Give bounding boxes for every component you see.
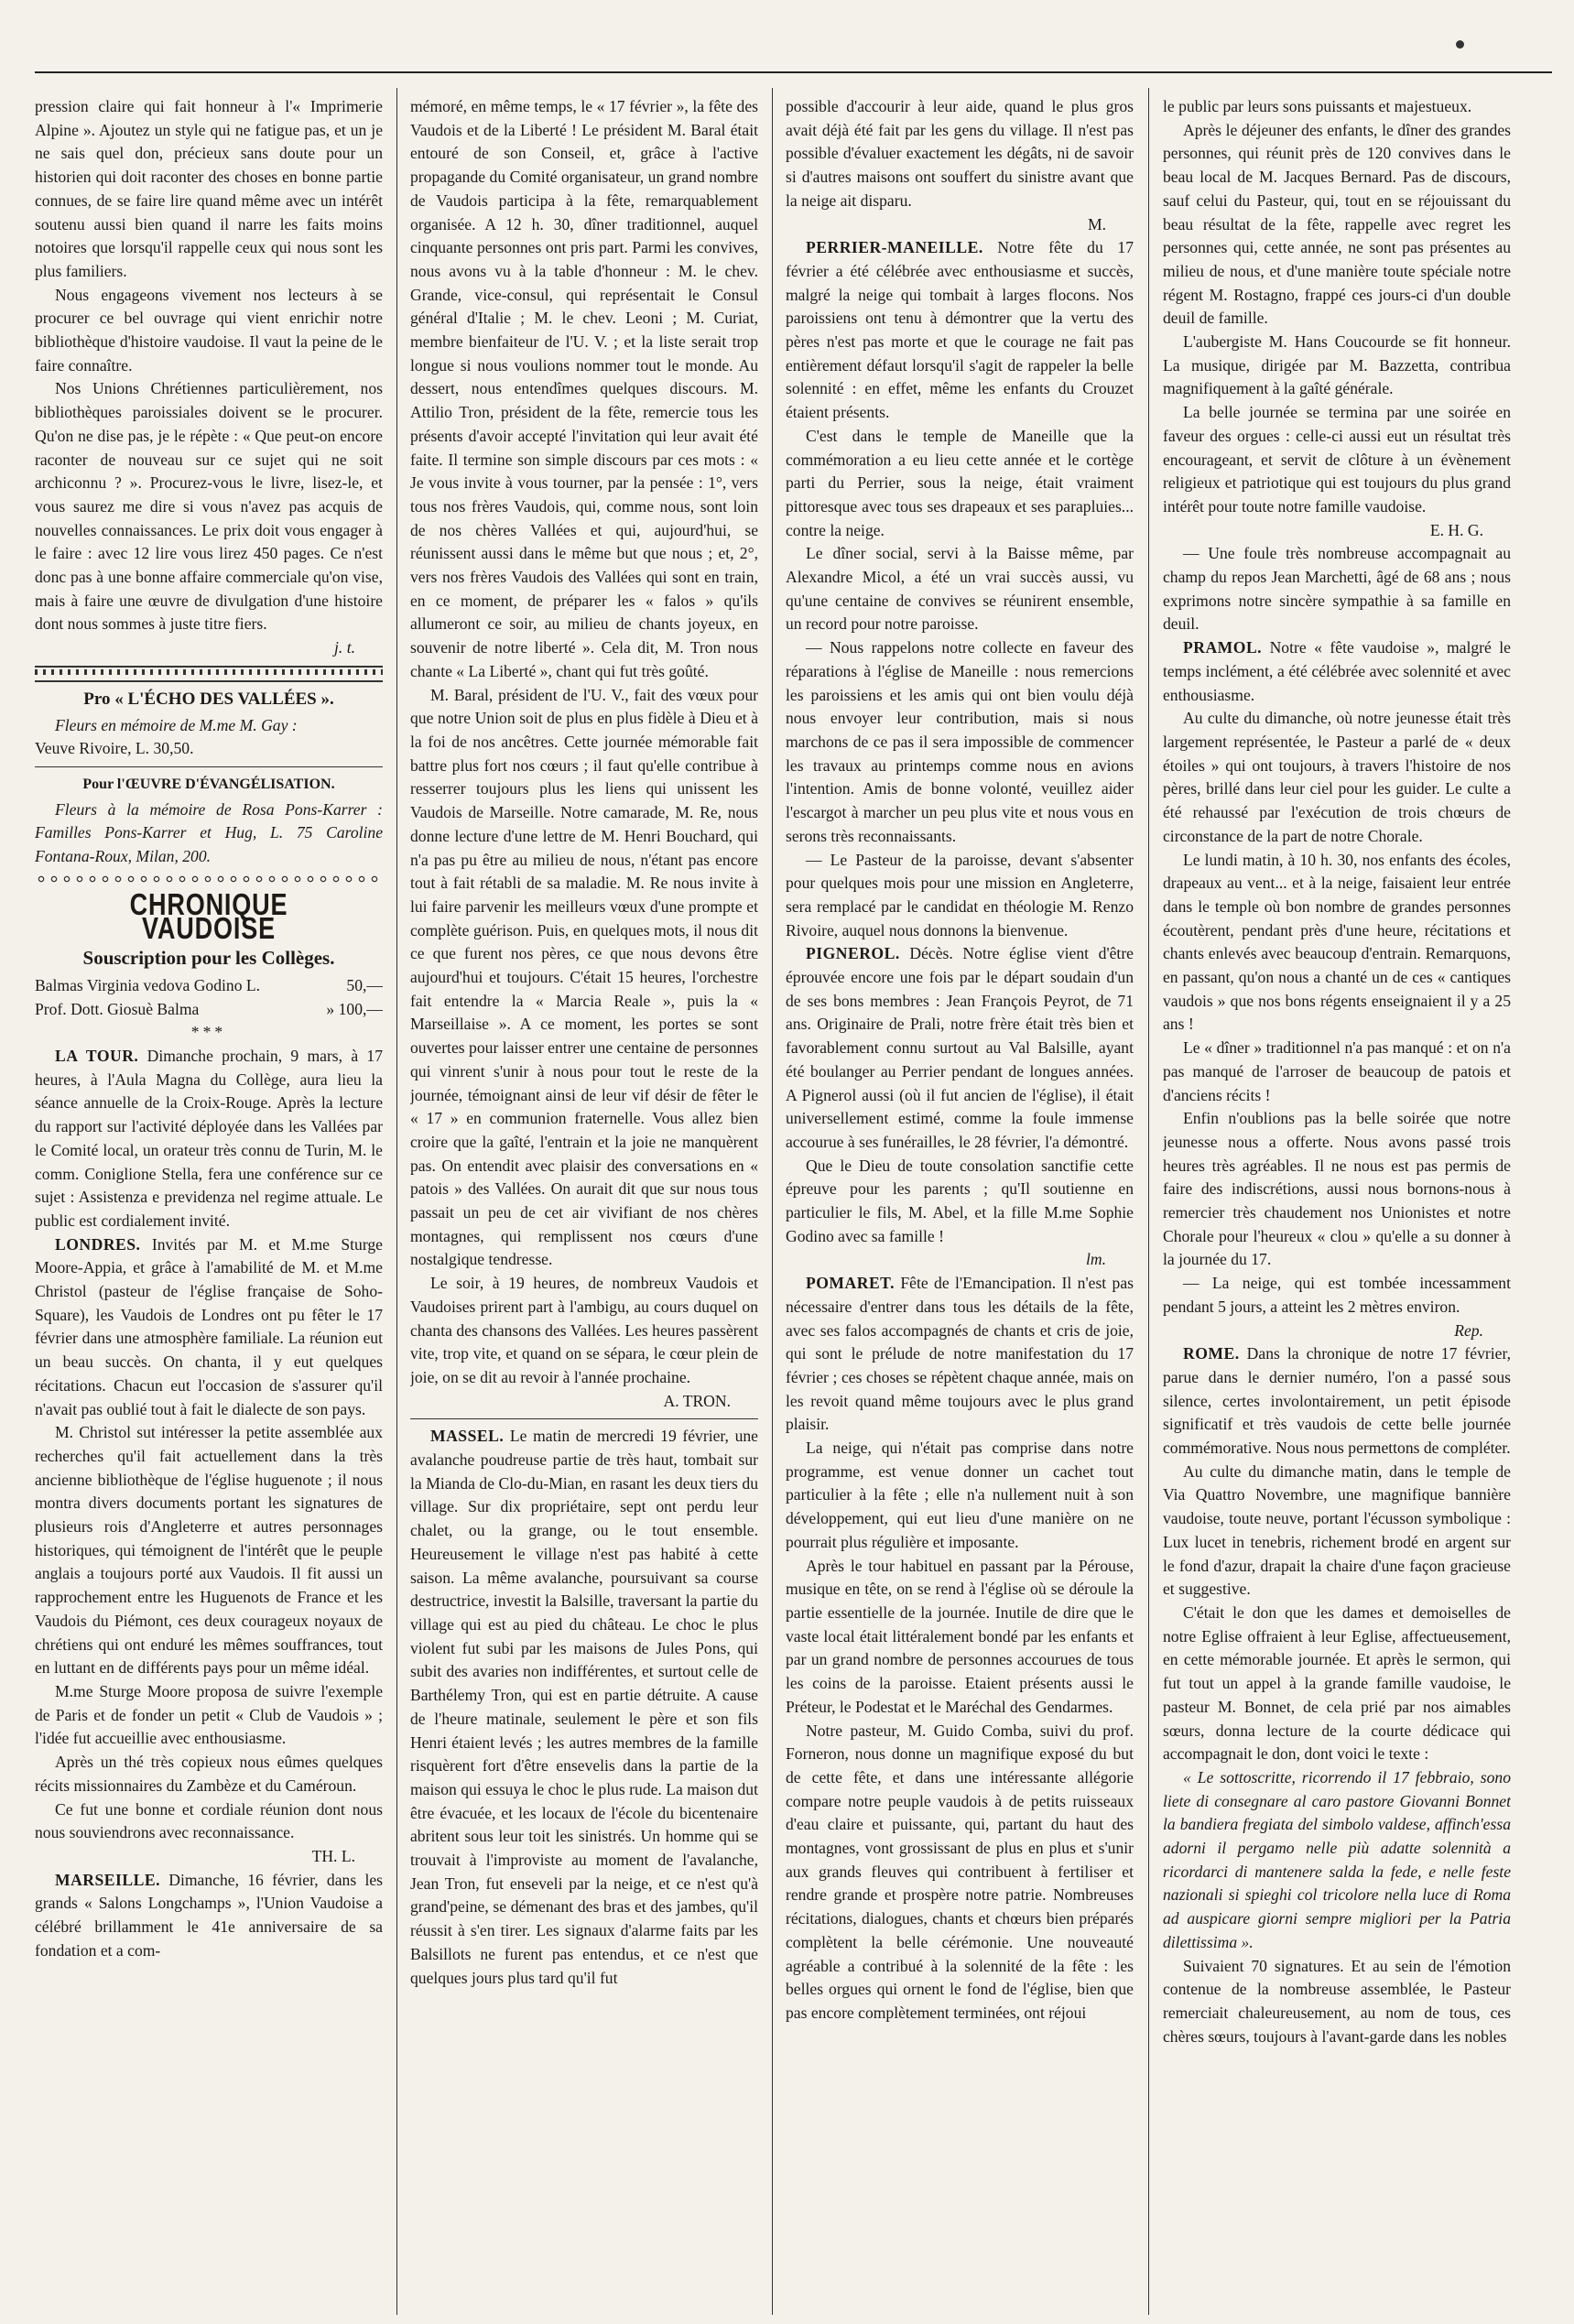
- signature: E. H. G.: [1429, 520, 1483, 539]
- souscription-heading: Souscription pour les Collèges.: [82, 947, 335, 970]
- column-2: [410, 95, 758, 2311]
- divider: [410, 1418, 758, 1419]
- paragraph: Après le déjeuner des enfants, le dîner des grandes personnes, qui réunit près de 120 convives dans le beau local de M. Jacques Bernard. Pas de discours, sauf celui du Pasteur, qui, tout en se réjouissant du beau résultat de la fête, rappelle avec regret les personnes qui, cette année, ne sont pas présentes au milieu de nous, et d'une manière toute spéciale notre régent M. Rostagno, frappé ces jours-ci d'un double deuil de famille.: [1163, 120, 1511, 328]
- signature: Rep.: [1454, 1320, 1483, 1340]
- paragraph: Notre pasteur, M. Guido Comba, suivi du prof. Forneron, nous donne un magnifique exposé du but de cette fête, et dans une intéressante allégorie compare notre peuple vaudois à de petits ruisseaux d'eau claire et puissante, qui, partant du haut des montagnes, vont grossissant de plus en plus et s'unir aux grands fleuves qui contribuent à fertiliser et rendre grande et prospère notre patrie. Nombreuses récitations, dialogues, chants et chœurs bien préparés complètent la belle cérémonie. Une nouveauté agréable a contribué à la solennité de la fête : les belles orgues qui ornent le fond de l'église, bien que pas encore complètement terminées, ont réjoui: [786, 1721, 1134, 2022]
- place-heading: PERRIER-MANEILLE.: [806, 238, 983, 257]
- paragraph: Nos Unions Chrétiennes particulièrement, nos bibliothèques paroissiales doivent se le procurer. Qu'on ne dise pas, je le répète : « Que peut-on encore raconter de nouveau sur ce sujet qui ne soit archiconnu ? ». Procurez-vous le livre, lisez-le, et vous saurez me dire si vous n'avez pas acquis de nouvelles connaissances. Le prix doit vous engager à le faire : avec 12 lire vous lirez 450 pages. Ce n'est donc pas à une bonne affaire commerciale qu'on vise, mais à faire une œuvre de divulgation d'une histoire dont nous sommes à juste titre fiers.: [35, 379, 383, 634]
- paragraph: Nous engageons vivement nos lecteurs à se procurer ce bel ouvrage qui vient enrichir notre bibliothèque d'histoire vaudoise. Il vaut la peine de le faire connaître.: [35, 285, 383, 375]
- subscription-row: [35, 974, 383, 998]
- column-1: [35, 95, 383, 2311]
- paragraph: mémoré, en même temps, le « 17 février », la fête des Vaudois et de la Liberté ! Le président M. Baral était entouré de son Conseil, et, grâce à l'active propagande du Comité organisateur, un grand nombre de Vaudois participa à la fête, remarquablement organisée. A 12 h. 30, dîner traditionnel, auquel cinquante personnes ont pris part. Parmi les convives, nous avons vu à la table d'honneur : M. le chev. Grande, vice-consul, qui représentait le Consul général d'Italie ; M. le chev. Leoni ; M. Curiat, membre bienfaiteur de l'U. V. ; et la liste serait trop longue si nous voulions nommer tout le monde. Au dessert, nous entendîmes quelques discours. M. Attilio Tron, président de la fête, remercie tous les présents d'avoir accepté l'invitation qui leur avait été faite. Il termine son simple discours par ces mots : « Je vous invite à vous tourner, par la pensée : 1°, vers tous nos frères Vaudois, qui, comme nous, sont loin de nos chères Vallées et qui, aujourd'hui, se réunissent aussi dans le même but que nous ; et, 2°, vers nos frères Vaudois des Vallées qui sont en train, en ce moment, de préparer les « falos » qu'ils allumeront ce soir, au milieu de chants joyeux, en souvenir de notre liberté ». Cela dit, M. Tron nous chante « La Liberté », chant qui fut très goûté.: [410, 97, 758, 680]
- signature: j. t.: [334, 638, 355, 657]
- paragraph: Invités par M. et M.me Sturge Moore-Appia, et grâce à l'amabilité de M. et M.me Christol (pasteur de l'église française de Soho-Square), les Vaudois de Londres ont pu fêter le 17 février dans une atmosphère familiale. La réunion eut un beau succès. On chanta, il y eut quelques récitations. Chacun eut l'occasion de s'assurer qu'il n'avait pas oublié tout à fait le dialecte de son pays.: [35, 1234, 383, 1418]
- paragraph: La neige, qui n'était pas comprise dans notre programme, est venue donner un cachet tout particulier à la fête ; elle n'a nullement nuit à son développement, qui eut lieu d'une manière on ne pourrait plus régulière et imposante.: [786, 1439, 1134, 1551]
- paragraph: Fleurs en mémoire de M.me M. Gay :: [55, 715, 298, 734]
- paragraph: M.me Sturge Moore proposa de suivre l'exemple de Paris et de fonder un petit « Club de Vaudois » ; l'idée fut accueillie avec enthousiasme.: [35, 1682, 383, 1748]
- subscription-amount: 50,—: [346, 975, 383, 994]
- paragraph: La belle journée se termina par une soirée en faveur des orgues : celle-ci aussi eut un résultat très encourageant, et servit de clôture à un évènement religieux et patriotique qui est toujours du plus grand intérêt pour toute notre famille vaudoise.: [1163, 403, 1511, 516]
- dotted-divider: [35, 874, 383, 884]
- place-heading: ROME.: [1183, 1344, 1240, 1363]
- divider: [35, 766, 383, 767]
- place-heading: MASSEL.: [430, 1427, 505, 1446]
- place-heading: PRAMOL.: [1183, 638, 1263, 657]
- page-mark: [1456, 40, 1464, 49]
- paragraph: C'est dans le temple de Maneille que la commémoration a eu lieu cette année et le cortège parti du Perrier, sous la neige, était vraiment pittoresque avec tous ses drapeaux et ses parapluies... contre la neige.: [786, 426, 1134, 539]
- paragraph: Après un thé très copieux nous eûmes quelques récits missionnaires du Zambèze et du Caméroun.: [35, 1753, 383, 1795]
- paragraph: « Le sottoscritte, ricorrendo il 17 febbraio, sono liete di consegnare al caro pastore Giovanni Bonnet la bandiera fregiata del simbolo valdese, affinch'essa adorni il pergamo nelle più adatte solennità a ricordarci di mantenere salda la fede, e nelle feste nazionali si spieghi col tricolore nella luce di Roma ad auspicare giorni sempre migliori per la Patria dilettissima ».: [1163, 1767, 1511, 1951]
- section-title-echo: Pro « L'ÉCHO DES VALLÉES ».: [83, 689, 334, 709]
- signature: lm.: [1086, 1250, 1106, 1269]
- paragraph: Le dîner social, servi à la Baisse même, par Alexandre Micol, a été un vrai succès aussi, vu qu'une centaine de convives se réunirent ensemble, un record pour notre paroisse.: [786, 544, 1134, 634]
- paragraph: Que le Dieu de toute consolation sanctifie cette épreuve pour les parents ; qu'Il soutienne en particulier le fils, M. Abel, et la fille M.me Sophie Godino avec sa famille !: [786, 1156, 1134, 1245]
- paragraph: — Nous rappelons notre collecte en faveur des réparations à l'église de Maneille : nous remercions les paroissiens et les amis qui ont bien voulu déjà nous envoyer leur contribution, mais si nous marchons de ce pas il sera impossible de commencer les travaux au printemps comme nous en avions l'intention. Amis de bonne volonté, veuillez aider l'escargot à marcher un peu plus vite et nous vous en serons très reconnaissants.: [786, 638, 1134, 845]
- signature: A. TRON.: [663, 1391, 731, 1410]
- paragraph: — Une foule très nombreuse accompagnait au champ du repos Jean Marchetti, âgé de 68 ans ; nous exprimons notre sincère sympathie à sa famille en deuil.: [1163, 544, 1511, 634]
- asterisk-separator: ***: [190, 1023, 227, 1042]
- signature: TH. L.: [311, 1846, 355, 1865]
- paragraph: pression claire qui fait honneur à l'« Imprimerie Alpine ». Ajoutez un style qui ne fatigue pas, et un je ne sais quel don, précieux sans doute pour un historien qui doit raconter des choses en bonne partie connues, de se faire lire quand même avec un intérêt soutenu aussi bien quand il narre les faits moins notoires que lorsqu'il rappelle ceux qui nous sont les plus familiers.: [35, 97, 383, 280]
- column-rule: [396, 88, 397, 2315]
- top-rule: [35, 71, 1552, 73]
- paragraph: Le soir, à 19 heures, de nombreux Vaudois et Vaudoises prirent part à l'ambigu, au cours duquel on chanta des chansons des Vallées. Les heures passèrent vite, trop vite, et quand on se sépara, le cœur plein de joie, on se dit au revoir à l'année prochaine.: [410, 1274, 758, 1386]
- column-3: [786, 95, 1134, 2311]
- column-rule: [1148, 88, 1149, 2315]
- paragraph: Fleurs à la mémoire de Rosa Pons-Karrer : Familles Pons-Karrer et Hug, L. 75 Caroline Fontana-Roux, Milan, 200.: [35, 799, 383, 866]
- paragraph: Le « dîner » traditionnel n'a pas manqué : et on n'a pas manqué de l'arroser de beaucoup de patois et d'anciens récits !: [1163, 1038, 1511, 1104]
- chronique-heading: CHRONIQUE VAUDOISE: [129, 886, 288, 945]
- paragraph: Dimanche, 16 février, dans les grands « Salons Longchamps », l'Union Vaudoise a célébré brillamment le 41e anniversaire de sa fondation et a com-: [35, 1870, 383, 1960]
- paragraph: Fête de l'Emancipation. Il n'est pas nécessaire d'entrer dans tous les détails de la fête, avec ses falos accompagnés de chants et cris de joie, qui sont le prélude de notre manifestation du 17 février ; ces choses se répètent chaque année, mais on les revoit quand même toujours avec le plus grand plaisir.: [786, 1274, 1134, 1434]
- place-heading: POMARET.: [806, 1274, 896, 1293]
- subscription-amount: » 100,—: [326, 999, 383, 1018]
- column-4: [1163, 95, 1511, 2311]
- paragraph: C'était le don que les dames et demoiselles de notre Eglise offraient à leur Eglise, affectueusement, en cette mémorable journée. Et après le sermon, qui fut tout un appel à la grande famille vaudoise, le pasteur M. Bonnet, de cela prié par nos aimables sœurs, donna lecture de la courte dédicace qui accompagnait le don, dont voici le texte :: [1163, 1603, 1511, 1764]
- paragraph: possible d'accourir à leur aide, quand le plus gros avait déjà été fait par les gens du village. Il n'est pas possible d'évaluer exactement les dégâts, ni de savoir si d'autres maisons ont souffert du sinistre avant que la neige ait disparu.: [786, 97, 1134, 210]
- paragraph: Veuve Rivoire, L. 30,50.: [35, 739, 194, 758]
- paragraph: Le lundi matin, à 10 h. 30, nos enfants des écoles, drapeaux au vent... et à la neige, faisaient leur entrée dans le temple où bon nombre de grandes personnes écoutèrent, pendant près d'une heure, récitations et chants enlevés avec beaucoup d'entrain. Remarquons, en passant, qu'on nous a chanté un de ces « cantiques vaudois » que nos bons régents enseignaient il y a 25 ans !: [1163, 850, 1511, 1034]
- paragraph: Notre fête du 17 février a été célébrée avec enthousiasme et succès, malgré la neige qui tombait à larges flocons. Nos paroissiens ont tenu à démontrer que la vertu des pères n'est pas morte et que le courage ne fait pas entièrement défaut lorsqu'il s'agit de rappeler la belle solennité : en effet, même les enfants du Crouzet étaient présents.: [786, 238, 1134, 422]
- place-heading: MARSEILLE.: [55, 1870, 160, 1889]
- signature: M.: [1087, 214, 1106, 233]
- paragraph: — Le Pasteur de la paroisse, devant s'absenter pour quelques mois pour une mission en Angleterre, sera remplacé par le candidat en théologie M. Renzo Rivoire, auquel nous donnons la bienvenue.: [786, 850, 1134, 939]
- place-heading: LA TOUR.: [55, 1047, 139, 1066]
- paragraph: — La neige, qui est tombée incessamment pendant 5 jours, a atteint les 2 mètres environ.: [1163, 1274, 1511, 1316]
- paragraph: Au culte du dimanche matin, dans le temple de Via Quattro Novembre, une magnifique bannière vaudoise, toute neuve, portant l'écusson symbolique : Lux lucet in tenebris, richement brodé en argent sur le fond d'azur, drapait la chaire d'une façon gracieuse et suggestive.: [1163, 1461, 1511, 1599]
- paragraph: Enfin n'oublions pas la belle soirée que notre jeunesse nous a offerte. Nous avons passé trois heures très agréables. Il ne nous est pas permis de faire des indiscrétions, aussi nous bornons-nous à remercier très chaudement nos Unionistes et notre Chorale pour l'heureux « clou » qu'elle a su donner à la journée du 17.: [1163, 1109, 1511, 1269]
- place-heading: PIGNEROL.: [806, 944, 900, 963]
- paragraph: M. Baral, président de l'U. V., fait des vœux pour que notre Union soit de plus en plus fidèle à Dieu et à la foi de nos ancêtres. Cette journée mémorable fait battre plus fort nos cœurs ; il faut qu'elle contribue à resserrer toujours plus les liens qui unissent les Vaudois de Marseille. Notre camarade, M. Re, nous donne lecture d'une lettre de M. Henri Bouchard, qui n'a pas pu être au milieu de nous, n'étant pas encore tout à fait rétabli de sa maladie. M. Re nous invite à lui faire parvenir les meilleurs vœux d'une prompte et complète guérison. Puis, en quelques mots, il nous dit ce que furent nos pères, ce que nous devons être aujourd'hui et toujours. C'était 15 heures, l'orchestre fait entendre la « Marcia Reale », puis la « Marseillaise ». A ce moment, les portes se sont ouvertes pour laisser entrer une centaine de personnes qui vinrent s'unir à nous pour tout le reste de la journée, témoignant ainsi de leur vif désir de fêter le « 17 » en communion fraternelle. Vous allez bien croire que la gaîté, l'entrain et la joie ne manquèrent pas. On entendit avec plaisir des conversations en « patois » des Vallées. On aurait dit que sur nous tous passait un peu de cet air vivifiant de nos chères montagnes, qui remplissent nos cœurs d'une nostalgique tendresse.: [410, 685, 758, 1269]
- paragraph: Ce fut une bonne et cordiale réunion dont nous nous souviendrons avec reconnaissance.: [35, 1799, 383, 1842]
- paragraph: Dans la chronique de notre 17 février, parue dans le dernier numéro, l'on a passé sous silence, certes involontairement, un petit épisode significatif et très vaudois de cette belle journée commémorative. Nous nous permettons de compléter.: [1163, 1344, 1511, 1458]
- paragraph: Notre « fête vaudoise », malgré le temps inclément, a été célébrée avec solennité et avec enthousiasme.: [1163, 638, 1511, 704]
- subscriber-name: Balmas Virginia vedova Godino L.: [35, 975, 261, 994]
- paragraph: Décès. Notre église vient d'être éprouvée encore une fois par le départ soudain d'un de ses bons membres : Jean François Peyrot, de 71 ans. Originaire de Prali, notre frère était très bien et favorablement connu surtout au Val Balsille, ayant été boulanger au Perrier pendant de longues années. A Pignerol aussi (où il fut ancien de l'église), il était universellement estimé, comme la foule immense accourue à ses funérailles, le 28 février, l'a démontré.: [786, 944, 1134, 1151]
- paragraph: le public par leurs sons puissants et majestueux.: [1163, 97, 1472, 115]
- paragraph: Dimanche prochain, 9 mars, à 17 heures, à l'Aula Magna du Collège, aura lieu la séance annuelle de la Croix-Rouge. Après la lecture du rapport sur l'activité déployée dans les Vallées par le Comité local, un orateur très connu de Turin, M. le comm. Coniglione Stella, fera une conférence sur ce sujet : Assistenza e previdenza nel regime attuale. Le public est cordialement invité.: [35, 1047, 383, 1230]
- paragraph: L'aubergiste M. Hans Coucourde se fit honneur. La musique, dirigée par M. Bazzetta, contribua magnifiquement à la gaîté générale.: [1163, 332, 1511, 398]
- subscription-row: [35, 998, 383, 1022]
- subscriber-name: Prof. Dott. Giosuè Balma: [35, 999, 200, 1018]
- paragraph: Après le tour habituel en passant par la Pérouse, musique en tête, on se rend à l'église où se déroule la partie essentielle de la journée. Inutile de dire que le vaste local était littéralement bondé par les enfants et par un grand nombre de personnes accourues de tous les coins de la paroisse. Etaient présents aussi le Préteur, le Podestat et le Maréchal des Gendarmes.: [786, 1556, 1134, 1716]
- section-title-evangelisation: Pour l'ŒUVRE D'ÉVANGÉLISATION.: [82, 776, 335, 792]
- place-heading: LONDRES.: [55, 1234, 141, 1254]
- paragraph: Le matin de mercredi 19 février, une avalanche poudreuse partie de très haut, tombait sur la Mianda de Clo-du-Mian, en rasant les deux tiers du village. Sur dix propriétaire, sept ont perdu leur chalet, ou la grange, ou le tout ensemble. Heureusement le village n'est pas habité à cette saison. La même avalanche, poursuivant sa course destructrice, investit la Balsille, traversant la partie du village qui est au pied du château. Le choc le plus violent fut subi par les maisons de Jules Pons, qui subit des avaries non indifférentes, et surtout celle de Barthélemy Tron, qui est en partie détruite. A cause de l'heure matinale, seulement le père et son fils Henri étaient levés ; les autres membres de la famille risquèrent fort d'être ensevelis dans la partie de la maison qui essuya le choc le plus rude. La maison dut être évacuée, et les locaux de l'école du bicentenaire abritent sous leur toit les sinistrés. Un homme qui se trouvait à l'improviste au moment de l'avalanche, Jean Tron, fut enseveli par la neige, et ce n'est qu'à grand'peine, se démenant des bras et des jambes, qu'il réussit à s'en tirer. Les signaux d'alarme faits par les Balsillots ne furent pas entendus, et ce n'est que quelques jours plus tard qu'il fut: [410, 1427, 758, 1987]
- paragraph: Suivaient 70 signatures. Et au sein de l'émotion contenue de la nombreuse assemblée, le Pasteur remerciait chaleureusement, au nom de tous, ces chères sœurs, toujours à l'avant-garde dans les nobles: [1163, 1956, 1511, 2046]
- ornament-divider: [35, 666, 383, 682]
- column-rule: [772, 88, 773, 2315]
- paragraph: Au culte du dimanche, où notre jeunesse était très largement représentée, le Pasteur a parlé de « deux étoiles » qui ont toujours, à travers l'histoire de nos pères, brillé dans leur ciel pour les guider. Le culte a été rehaussé par l'exécution de trois chœurs de circonstance de la part de notre Chorale.: [1163, 709, 1511, 845]
- paragraph: M. Christol sut intéresser la petite assemblée aux recherches qu'il fait actuellement dans la très ancienne bibliothèque de l'église huguenote ; il nous montra divers documents portant les signatures de plusieurs rois d'Angleterre et autres personnages historiques, qui témoignent de l'intérêt que le peuple anglais a toujours porté aux Vaudois. Il fit aussi un rapprochement entre les Huguenots de France et les Vaudois du Piémont, ces deux courageux noyaux de chrétiens qui ont enduré les mêmes souffrances, tout en luttant en de différents pays pour un même idéal.: [35, 1423, 383, 1678]
